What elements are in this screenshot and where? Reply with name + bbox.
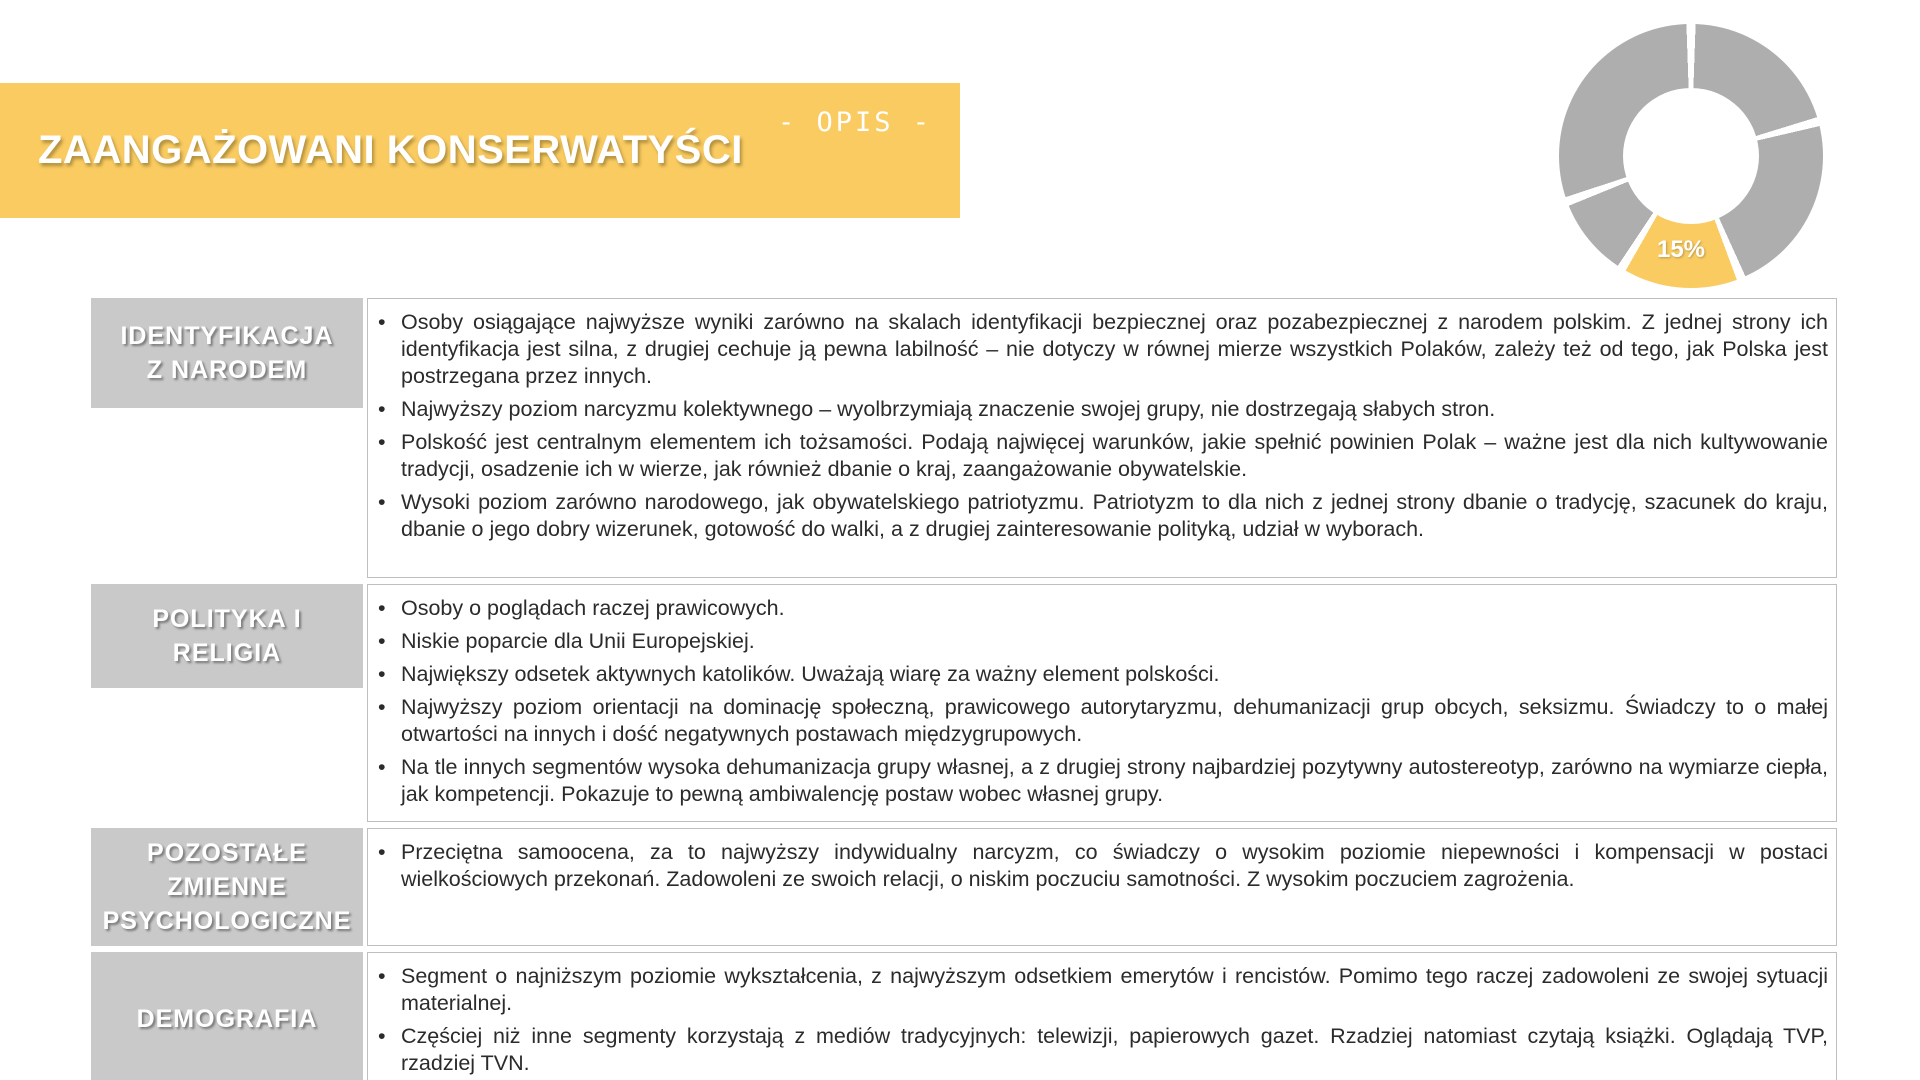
page-title: ZAANGAŻOWANI KONSERWATYŚCI xyxy=(38,128,743,172)
bullet-item: • Częściej niż inne segmenty korzystają z mediów tradycyjnych: telewizji, papierowych gazet. Rzadziej natomiast czytają książki. Oglądają TVP, rzadziej TVN. xyxy=(368,1023,1828,1077)
row-label-line: POLITYKA I xyxy=(152,605,302,633)
row-label-column xyxy=(91,584,363,822)
donut-hole xyxy=(1623,88,1759,224)
row-label xyxy=(91,298,363,408)
header-banner xyxy=(0,83,960,218)
row-label-line: IDENTYFIKACJA xyxy=(120,322,334,350)
bullet-item: • Wysoki poziom zarówno narodowego, jak obywatelskiego patriotyzmu. Patriotyzm to dla nich z jednej strony dbanie o tradycję, szacunek do kraju, dbanie o jego dobry wizerunek, gotowość do walki, a z drugiej zainteresowanie polityką, udział w wyborach. xyxy=(368,489,1828,543)
table-row xyxy=(91,828,1837,946)
bullet-item: • Największy odsetek aktywnych katolików. Uważają wiarę za ważny element polskości. xyxy=(368,661,1828,688)
table-row xyxy=(91,584,1837,822)
row-content-cell xyxy=(367,298,1837,578)
row-content-cell xyxy=(367,828,1837,946)
page-subtitle: - OPIS - xyxy=(777,107,932,138)
row-label-line: RELIGIA xyxy=(172,639,282,667)
bullet-item: • Przeciętna samoocena, za to najwyższy indywidualny narcyzm, co świadczy o wysokim poziomie niepewności i kompensacji w postaci wielkościowych przekonań. Zadowoleni ze swoich relacji, o niskim poczuciu samotności. Z wysokim poczuciem zagrożenia. xyxy=(368,839,1828,893)
row-label-line: PSYCHOLOGICZNE xyxy=(102,907,352,935)
row-label-line: DEMOGRAFIA xyxy=(136,1005,318,1033)
row-label-column xyxy=(91,298,363,578)
row-label xyxy=(91,584,363,688)
row-label xyxy=(91,952,363,1080)
bullet-item: • Segment o najniższym poziomie wykształcenia, z najwyższym odsetkiem emerytów i rencistów. Pomimo tego raczej zadowoleni ze swojej sytuacji materialnej. xyxy=(368,963,1828,1017)
row-label-line: ZMIENNE xyxy=(167,873,287,901)
bullet-item: • Najwyższy poziom narcyzmu kolektywnego – wyolbrzymiają znaczenie swojej grupy, nie dostrzegają słabych stron. xyxy=(368,396,1828,423)
row-label-column xyxy=(91,828,363,946)
bullet-item: • Polskość jest centralnym elementem ich tożsamości. Podają najwięcej warunków, jakie spełnić powinien Polak – ważne jest dla nich kultywowanie tradycji, osadzenie ich w wierze, jak również dbanie o kraj, zaangażowanie obywatelskie. xyxy=(368,429,1828,483)
bullet-item: • Osoby o poglądach raczej prawicowych. xyxy=(368,595,1828,622)
row-content-cell xyxy=(367,952,1837,1080)
donut-percent-label: 15% xyxy=(1656,236,1706,263)
table-row xyxy=(91,952,1837,1080)
table-row xyxy=(91,298,1837,578)
description-table xyxy=(91,298,1837,1080)
bullet-item: • Najwyższy poziom orientacji na dominację społeczną, prawicowego autorytaryzmu, dehumanizacji grup obcych, seksizmu. Świadczy to o małej otwartości na innych i dość negatywnych postawach międzygrupowych. xyxy=(368,694,1828,748)
row-content-cell xyxy=(367,584,1837,822)
row-label-column xyxy=(91,952,363,1080)
bullet-item: • Na tle innych segmentów wysoka dehumanizacja grupy własnej, a z drugiej strony najbardziej pozytywny autostereotyp, zarówno na wymiarze ciepła, jak kompetencji. Pokazuje to pewną ambiwalencję postaw wobec własnej grupy. xyxy=(368,754,1828,808)
row-label xyxy=(91,828,363,946)
segment-share-donut-chart xyxy=(1559,24,1823,288)
row-label-line: Z NARODEM xyxy=(146,356,308,384)
bullet-item: • Osoby osiągające najwyższe wyniki zarówno na skalach identyfikacji bezpiecznej oraz pozabezpiecznej z narodem polskim. Z jednej strony ich identyfikacja jest silna, z drugiej cechuje ją pewna labilność – nie dotyczy w równej mierze wszystkich Polaków, zależy też od tego, jak Polska jest postrzegana przez innych. xyxy=(368,309,1828,390)
row-label-line: POZOSTAŁE xyxy=(147,839,307,867)
bullet-item: • Niskie poparcie dla Unii Europejskiej. xyxy=(368,628,1828,655)
